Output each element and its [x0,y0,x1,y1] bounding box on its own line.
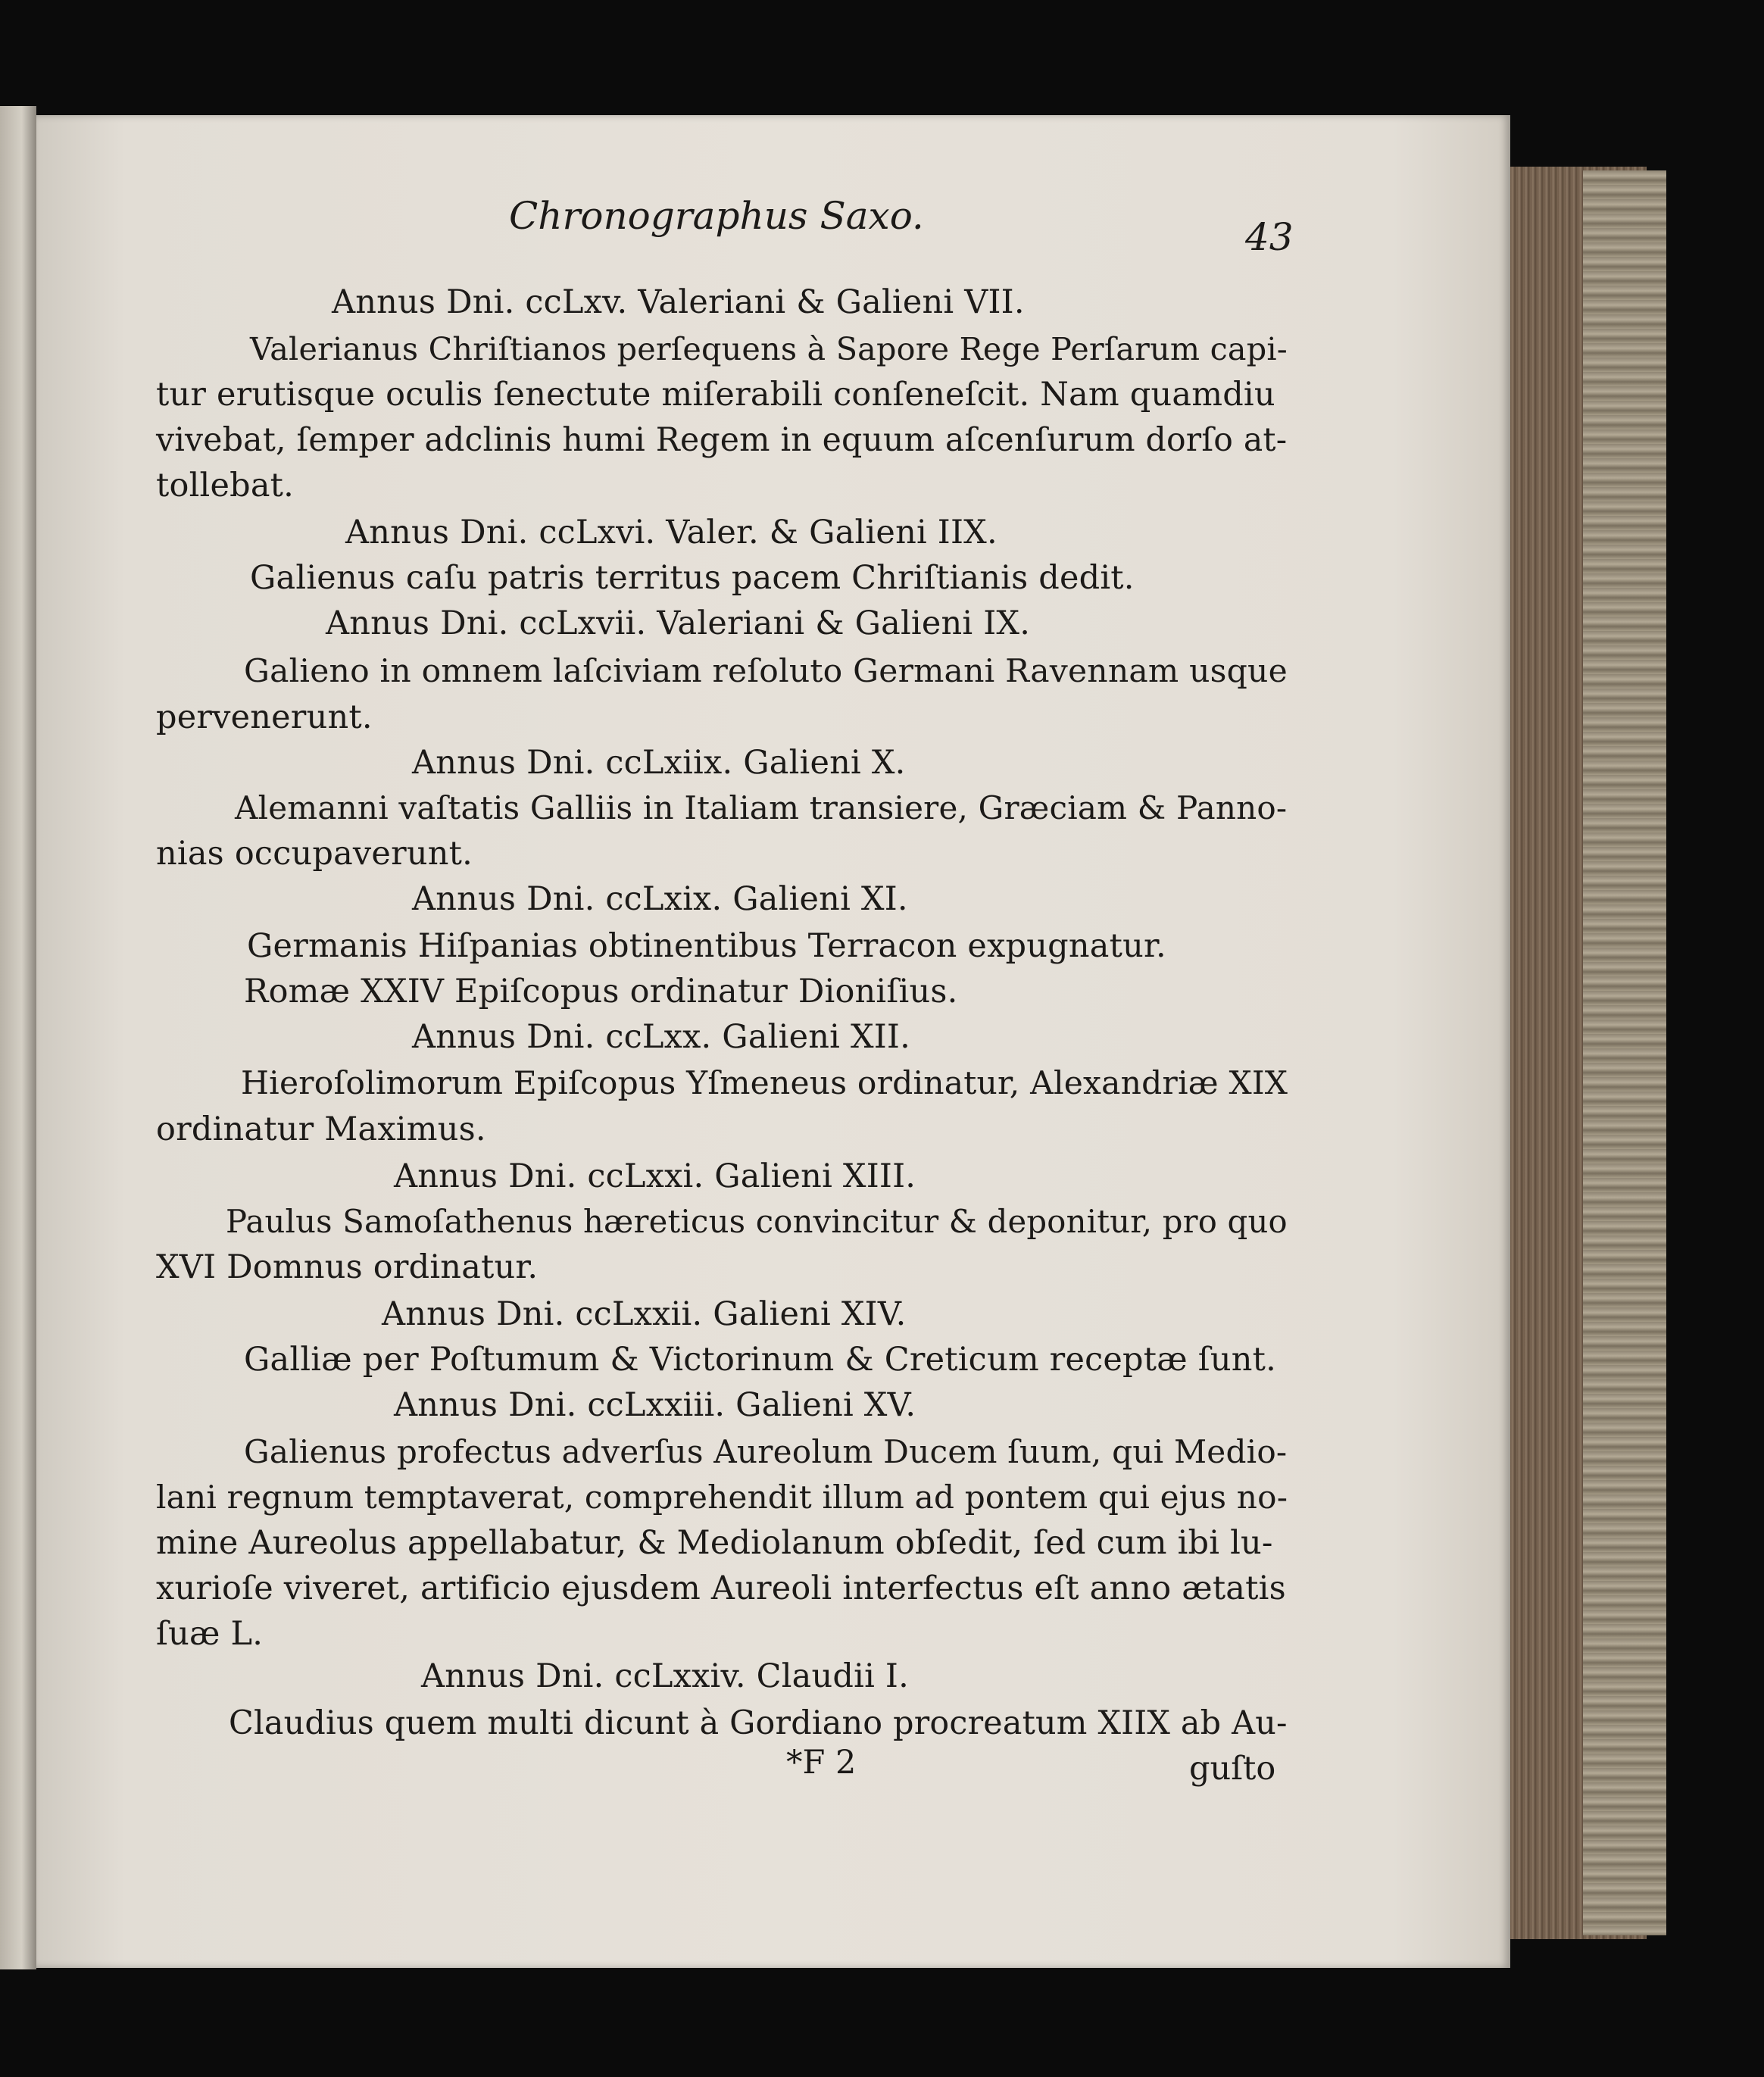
entry-heading: Annus Dni. ccLxix. Galieni XI. [412,880,908,918]
entry-heading: Annus Dni. ccLxv. Valeriani & Galieni VII. [332,283,1025,321]
entry-heading: Annus Dni. ccLxxi. Galieni XIII. [394,1157,916,1195]
text-line: xurioſe viveret, artificio ejusdem Aureoli interfectus eſt anno ætatis [156,1569,1286,1607]
text-line: Galieno in omnem laſciviam reſoluto Germani Ravennam usque [244,653,1288,690]
entry-heading: Annus Dni. ccLxxii. Galieni XIV. [382,1295,907,1333]
text-line: tollebat. [156,467,295,504]
text-line: ſuæ L. [156,1615,264,1653]
text-line: ordinatur Maximus. [156,1110,486,1148]
entry-heading: Annus Dni. ccLxx. Galieni XII. [412,1018,910,1056]
text-line: Galliæ per Poſtumum & Victorinum & Creticum receptæ ſunt. [244,1341,1276,1379]
text-line: Claudius quem multi dicunt à Gordiano procreatum XIIX ab Au- [229,1704,1288,1742]
text-line: Galienus profectus adverſus Aureolum Ducem ſuum, qui Medio- [244,1433,1288,1470]
entry-heading: Annus Dni. ccLxvi. Valer. & Galieni IIX. [345,514,998,551]
text-line: nias occupaverunt. [156,835,473,873]
text-line: Germanis Hiſpanias obtinentibus Terracon expugnatur. [247,927,1166,965]
page-number: 43 [1245,215,1294,259]
text-line: Hieroſolimorum Epiſcopus Yſmeneus ordinatur, Alexandriæ XIX [241,1065,1288,1102]
text-line: Valerianus Chriſtianos perſequens à Sapore Rege Perſarum capi- [250,331,1288,367]
text-line: mine Aureolus appellabatur, & Mediolanum obſedit, ſed cum ibi lu- [156,1524,1273,1562]
entry-heading: Annus Dni. ccLxvii. Valeriani & Galieni IX. [326,604,1031,642]
text-line: XVI Domnus ordinatur. [156,1248,539,1286]
text-line: lani regnum temptaverat, comprehendit illum ad pontem qui ejus no- [156,1479,1288,1516]
text-line: pervenerunt. [156,698,373,736]
text-line: vivebat, ſemper adclinis humi Regem in equum aſcenſurum dorſo at- [156,421,1288,459]
text-line: Galienus caſu patris territus pacem Chriſtianis dedit. [250,559,1135,597]
entry-heading: Annus Dni. ccLxiix. Galieni X. [412,744,906,782]
signature-mark: *F 2 [786,1744,857,1782]
text-line: Paulus Samoſathenus hæreticus convincitur & deponitur, pro quo [226,1203,1288,1240]
entry-heading: Annus Dni. ccLxxiv. Claudii I. [421,1657,909,1695]
catchword: guſto [1189,1750,1276,1788]
text-line: Romæ XXIV Epiſcopus ordinatur Dioniſius. [244,973,958,1010]
running-header: Chronographus Saxo. [509,194,924,238]
text-line: Alemanni vaſtatis Galliis in Italiam transiere, Græciam & Panno- [235,789,1288,826]
text-line: tur erutisque oculis ſenectute miſerabili conſeneſcit. Nam quamdiu [156,376,1275,414]
entry-heading: Annus Dni. ccLxxiii. Galieni XV. [394,1386,916,1424]
